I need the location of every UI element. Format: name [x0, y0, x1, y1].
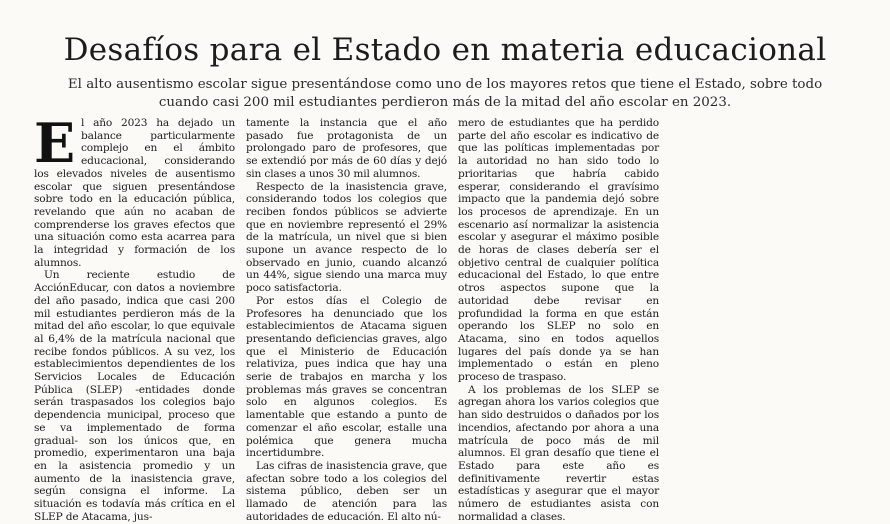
article-body	[34, 111, 874, 524]
drop-cap: E	[34, 111, 76, 175]
headline: Desafíos para el Estado en materia educacional	[63, 32, 827, 68]
deck-subtitle: El alto ausentismo escolar sigue presentándose como uno de los mayores retos que tiene el Estado, sobre todo cuando casi 200 mil estudiantes perdieron más de la mitad del año escolar en 2023.	[67, 77, 823, 110]
paragraph: Las cifras de inasistencia grave, que afectan sobre todo a los colegios del sistema público, deben ser un llamado de atención para las autoridades de educación. El alto nú-	[246, 459, 447, 523]
paragraph: Respecto de la inasistencia grave, considerando todos los colegios que reciben fondos públicos se advierte que en noviembre representó el 29% de la matrícula, un nivel que si bien supone un avance respecto de lo observado en junio, cuando alcanzó un 44%, sigue siendo una marca muy poco satisfactoria.	[246, 180, 447, 295]
paragraph-text: l año 2023 ha dejado un balance particularmente complejo en el ámbito educacional, considerando los elevados niveles de ausentismo escolar que siguen presentándose sobre todo en la educación pública, revelando que aún no acaban de comprenderse los graves efectos que una situación como esta acarrea para la integridad y formación de los alumnos.	[34, 117, 235, 269]
paragraph: tamente la instancia que el año pasado fue protagonista de un prolongado paro de profesores, que se extendió por más de 60 días y dejó sin clases a unos 30 mil alumnos.	[246, 117, 447, 180]
paragraph: mero de estudiantes que ha perdido parte del año escolar es indicativo de que las políticas implementadas por la autoridad no han sido todo lo prioritarias que habría cabido esperar, considerando el gravísimo impacto que la pandemia dejó sobre los procesos de aprendizaje. En un escenario así normalizar la asistencia escolar y asegurar el máximo posible de horas de clases debería ser el objetivo central de cualquier política educacional del Estado, lo que entre otros aspectos supone que la autoridad debe revisar en profundidad la forma en que están operando los SLEP no solo en Atacama, sino en todos aquellos lugares del país donde ya se han implementado o están en pleno proceso de traspaso.	[458, 117, 659, 384]
paragraph	[34, 111, 235, 269]
paragraph: Por estos días el Colegio de Profesores ha denunciado que los establecimientos de Atacama siguen presentando deficiencias graves, algo que el Ministerio de Educación relativiza, pues indica que hay una serie de trabajos en marcha y los problemas más graves se concentran solo en algunos colegios. Es lamentable que estando a punto de comenzar el año escolar, estalle una polémica que genera mucha incertidumbre.	[246, 294, 447, 460]
column-3	[458, 117, 659, 524]
column-1	[34, 111, 235, 524]
paragraph: A los problemas de los SLEP se agregan ahora los varios colegios que han sido destruidos o dañados por los incendios, afectando por ahora a una matrícula de poco más de mil alumnos. El gran desafío que tiene el Estado para este año es definitivamente revertir estas estadísticas y asegurar que el mayor número de estudiantes asista con normalidad a clases.	[458, 383, 659, 523]
paragraph: Un reciente estudio de AcciónEducar, con datos a noviembre del año pasado, indica que casi 200 mil estudiantes perdieron más de la mitad del año escolar, lo que equivale al 6,4% de la matrícula nacional que recibe fondos públicos. A su vez, los establecimientos dependientes de los Servicios Locales de Educación Pública (SLEP) -entidades donde serán traspasados los colegios bajo dependencia municipal, proceso que se va implementado de forma gradual- son los únicos que, en promedio, experimentaron una baja en la asistencia promedio y un aumento de la inasistencia grave, según consigna el informe. La situación es todavía más crítica en el SLEP de Atacama, jus-	[34, 269, 235, 523]
column-2	[246, 117, 447, 524]
